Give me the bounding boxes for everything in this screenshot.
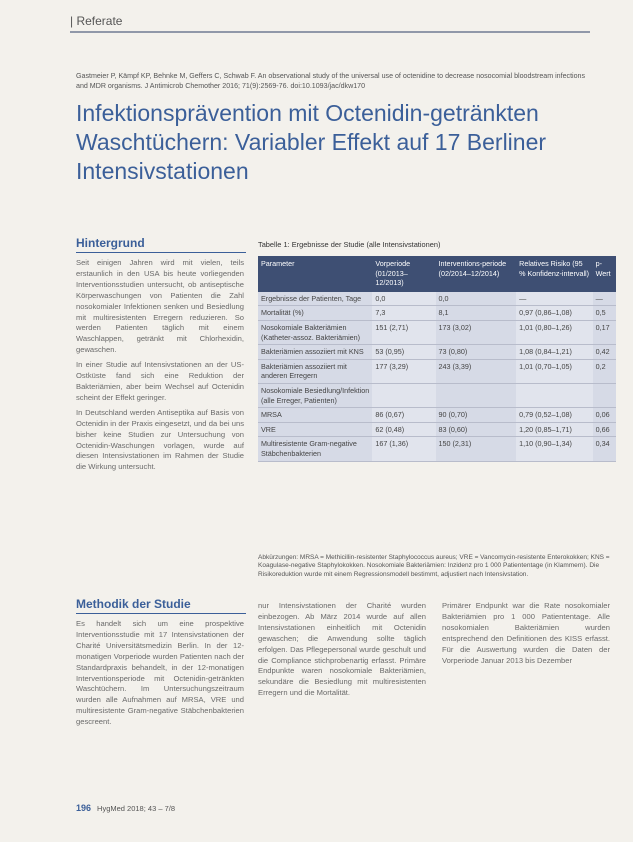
table-cell: Ergebnisse der Patienten, Tage xyxy=(258,292,372,306)
table-cell: 1,10 (0,90–1,34) xyxy=(516,437,593,461)
article-title: Infektionsprävention mit Octenidin-getränkten Waschtüchern: Variabler Effekt auf 17 Berliner Intensivstationen xyxy=(76,100,547,184)
table-cell xyxy=(593,383,616,407)
results-table xyxy=(258,256,616,462)
table-cell: 0,34 xyxy=(593,437,616,461)
table-cell: 53 (0,95) xyxy=(372,345,435,360)
table-cell: 1,08 (0,84–1,21) xyxy=(516,345,593,360)
table-row xyxy=(258,359,616,383)
table-cell: 167 (1,36) xyxy=(372,437,435,461)
table-cell xyxy=(516,383,593,407)
table-cell: 1,01 (0,70–1,05) xyxy=(516,359,593,383)
table-cell: 8,1 xyxy=(436,306,517,321)
table-header-cell: Parameter xyxy=(258,256,372,292)
column-methodik-2 xyxy=(258,601,426,702)
table-cell: 7,3 xyxy=(372,306,435,321)
table-cell xyxy=(372,383,435,407)
table-cell: 151 (2,71) xyxy=(372,320,435,344)
table-cell: 0,0 xyxy=(436,292,517,306)
table-row xyxy=(258,437,616,461)
table-row xyxy=(258,306,616,321)
table-cell: Nosokomiale Besiedlung/Infektion (alle Erreger, Patienten) xyxy=(258,383,372,407)
table-row xyxy=(258,383,616,407)
paragraph: nur Intensivstationen der Charité wurden einbezogen. Ab März 2014 wurde auf allen Intensivstationen einheitlich mit Octenidin gewaschen; die Anwendung sollte täglich erfolgen. Das Pflegepersonal wurde geschult und die Compliance stichprobenartig erfasst. Primäre Endpunkte waren nosokomiale Bakteriämien, sekundäre die Besiedlung mit multiresistenten Erregern und die Mortalität. xyxy=(258,601,426,698)
table-cell: 1,20 (0,85–1,71) xyxy=(516,422,593,437)
table-cell: — xyxy=(516,292,593,306)
column-hintergrund xyxy=(76,258,244,477)
section-label: | Referate xyxy=(70,14,123,28)
table-cell: 1,01 (0,80–1,26) xyxy=(516,320,593,344)
column-methodik-1 xyxy=(76,619,244,731)
table-body xyxy=(258,292,616,461)
table-header-row xyxy=(258,256,616,292)
table-header-cell: p-Wert xyxy=(593,256,616,292)
paragraph: In einer Studie auf Intensivstationen an der US-Ostküste fand sich eine Reduktion der Bakteriämien, aber beim Wechsel auf Octenidin scheint der Effekt geringer. xyxy=(76,360,244,402)
table-cell: 0,06 xyxy=(593,408,616,423)
table-cell: 0,42 xyxy=(593,345,616,360)
table-row xyxy=(258,320,616,344)
table-row xyxy=(258,292,616,306)
table-cell: 90 (0,70) xyxy=(436,408,517,423)
table-row xyxy=(258,422,616,437)
table-cell: 243 (3,39) xyxy=(436,359,517,383)
table-cell: 73 (0,80) xyxy=(436,345,517,360)
table-cell: Mortalität (%) xyxy=(258,306,372,321)
paragraph: Es handelt sich um eine prospektive Interventionsstudie mit 17 Intensivstationen der Charité Universitätsmedizin Berlin. In der 12-monatigen Vorperiode wurden Patienten nach der Standardpraxis behandelt, in der 12-monatigen Interventionsperiode mit Octenidin-getränkten Waschtüchern. Im Untersuchungszeitraum wurden alle Aufnahmen auf MRSA, VRE und multiresistente Gram-negative Stäbchenbakterien gescreent. xyxy=(76,619,244,727)
paragraph: Seit einigen Jahren wird mit vielen, teils erstaunlich in den USA bis heute vorliegenden Interventionsstudien untersucht, ob antiseptische Körperwaschungen von Patienten die Zahl nosokomialer Infektionen senken und Besiedlung mit multiresistenten Erregern reduzieren. So werden Patienten täglich mit einem Waschlappen, getränkt mit Chlorhexidin, gewaschen. xyxy=(76,258,244,355)
table-cell: — xyxy=(593,292,616,306)
table-cell: 0,79 (0,52–1,08) xyxy=(516,408,593,423)
table-cell: Multiresistente Gram-negative Stäbchenbakterien xyxy=(258,437,372,461)
table-header-cell: Interventions-periode (02/2014–12/2014) xyxy=(436,256,517,292)
table-cell: 0,17 xyxy=(593,320,616,344)
column-methodik-3 xyxy=(442,601,610,669)
table-cell: MRSA xyxy=(258,408,372,423)
header-rule xyxy=(70,31,590,33)
table-caption: Tabelle 1: Ergebnisse der Studie (alle Intensivstationen) xyxy=(258,240,441,249)
table-cell: 0,2 xyxy=(593,359,616,383)
table-cell: 150 (2,31) xyxy=(436,437,517,461)
heading-rule xyxy=(76,252,246,253)
table-cell: VRE xyxy=(258,422,372,437)
table-cell: 83 (0,60) xyxy=(436,422,517,437)
table-row xyxy=(258,345,616,360)
table-cell: 0,0 xyxy=(372,292,435,306)
page-footer xyxy=(76,803,175,813)
table-cell: 0,5 xyxy=(593,306,616,321)
table-header-cell: Relatives Risiko (95 % Konfidenz-intervall) xyxy=(516,256,593,292)
table-note: Abkürzungen: MRSA = Methicillin-resistenter Staphylococcus aureus; VRE = Vancomycin-resistente Enterokokken; KNS = Koagulase-negative Staphylokokken. Nosokomiale Bakteriämien: Inzidenz pro 1 000 Patiententage (in Klammern). Die Risikoreduktion wurde mit einem Regressionsmodell bestimmt, adjustiert nach Intensivstation. xyxy=(258,554,610,578)
paragraph: Primärer Endpunkt war die Rate nosokomialer Bakteriämien pro 1 000 Patiententage. Alle nosokomialen Bakteriämien wurden entsprechend den Definitionen des KISS erfasst. Für die Auswertung wurden die Daten der Vorperiode Januar 2013 bis Dezember xyxy=(442,601,610,665)
table-cell: 177 (3,29) xyxy=(372,359,435,383)
table-cell: 0,66 xyxy=(593,422,616,437)
page-number: 196 xyxy=(76,803,92,813)
heading-methodik: Methodik der Studie xyxy=(76,597,191,611)
table-cell: 62 (0,48) xyxy=(372,422,435,437)
table-cell: Bakteriämien assoziiert mit anderen Erregern xyxy=(258,359,372,383)
table-cell xyxy=(436,383,517,407)
citation: Gastmeier P, Kämpf KP, Behnke M, Geffers C, Schwab F. An observational study of the universal use of octenidine to decrease nosocomial bloodstream infections and MDR organisms. J Antimicrob Chemother 2016; 71(9):2569-76. doi:10.1093/jac/dkw170 xyxy=(76,72,586,90)
table-row xyxy=(258,408,616,423)
table-cell: Bakteriämien assoziiert mit KNS xyxy=(258,345,372,360)
paragraph: In Deutschland werden Antiseptika auf Basis von Octenidin in der Praxis eingesetzt, und da bei uns bisher keine Studien zur Untersuchung von Octenidin-Waschungen vorlagen, wurde auf diesen Intensivstationen im Rahmen der Studie die Wirkung untersucht. xyxy=(76,407,244,472)
table-cell: 0,97 (0,86–1,08) xyxy=(516,306,593,321)
table-cell: Nosokomiale Bakteriämien (Katheter-assoz. Bakteriämien) xyxy=(258,320,372,344)
journal-ref: HygMed 2018; 43 – 7/8 xyxy=(97,804,176,813)
table-cell: 173 (3,02) xyxy=(436,320,517,344)
heading-hintergrund: Hintergrund xyxy=(76,236,145,250)
table-header-cell: Vorperiode (01/2013–12/2013) xyxy=(372,256,435,292)
table-cell: 86 (0,67) xyxy=(372,408,435,423)
heading-rule xyxy=(76,613,246,614)
